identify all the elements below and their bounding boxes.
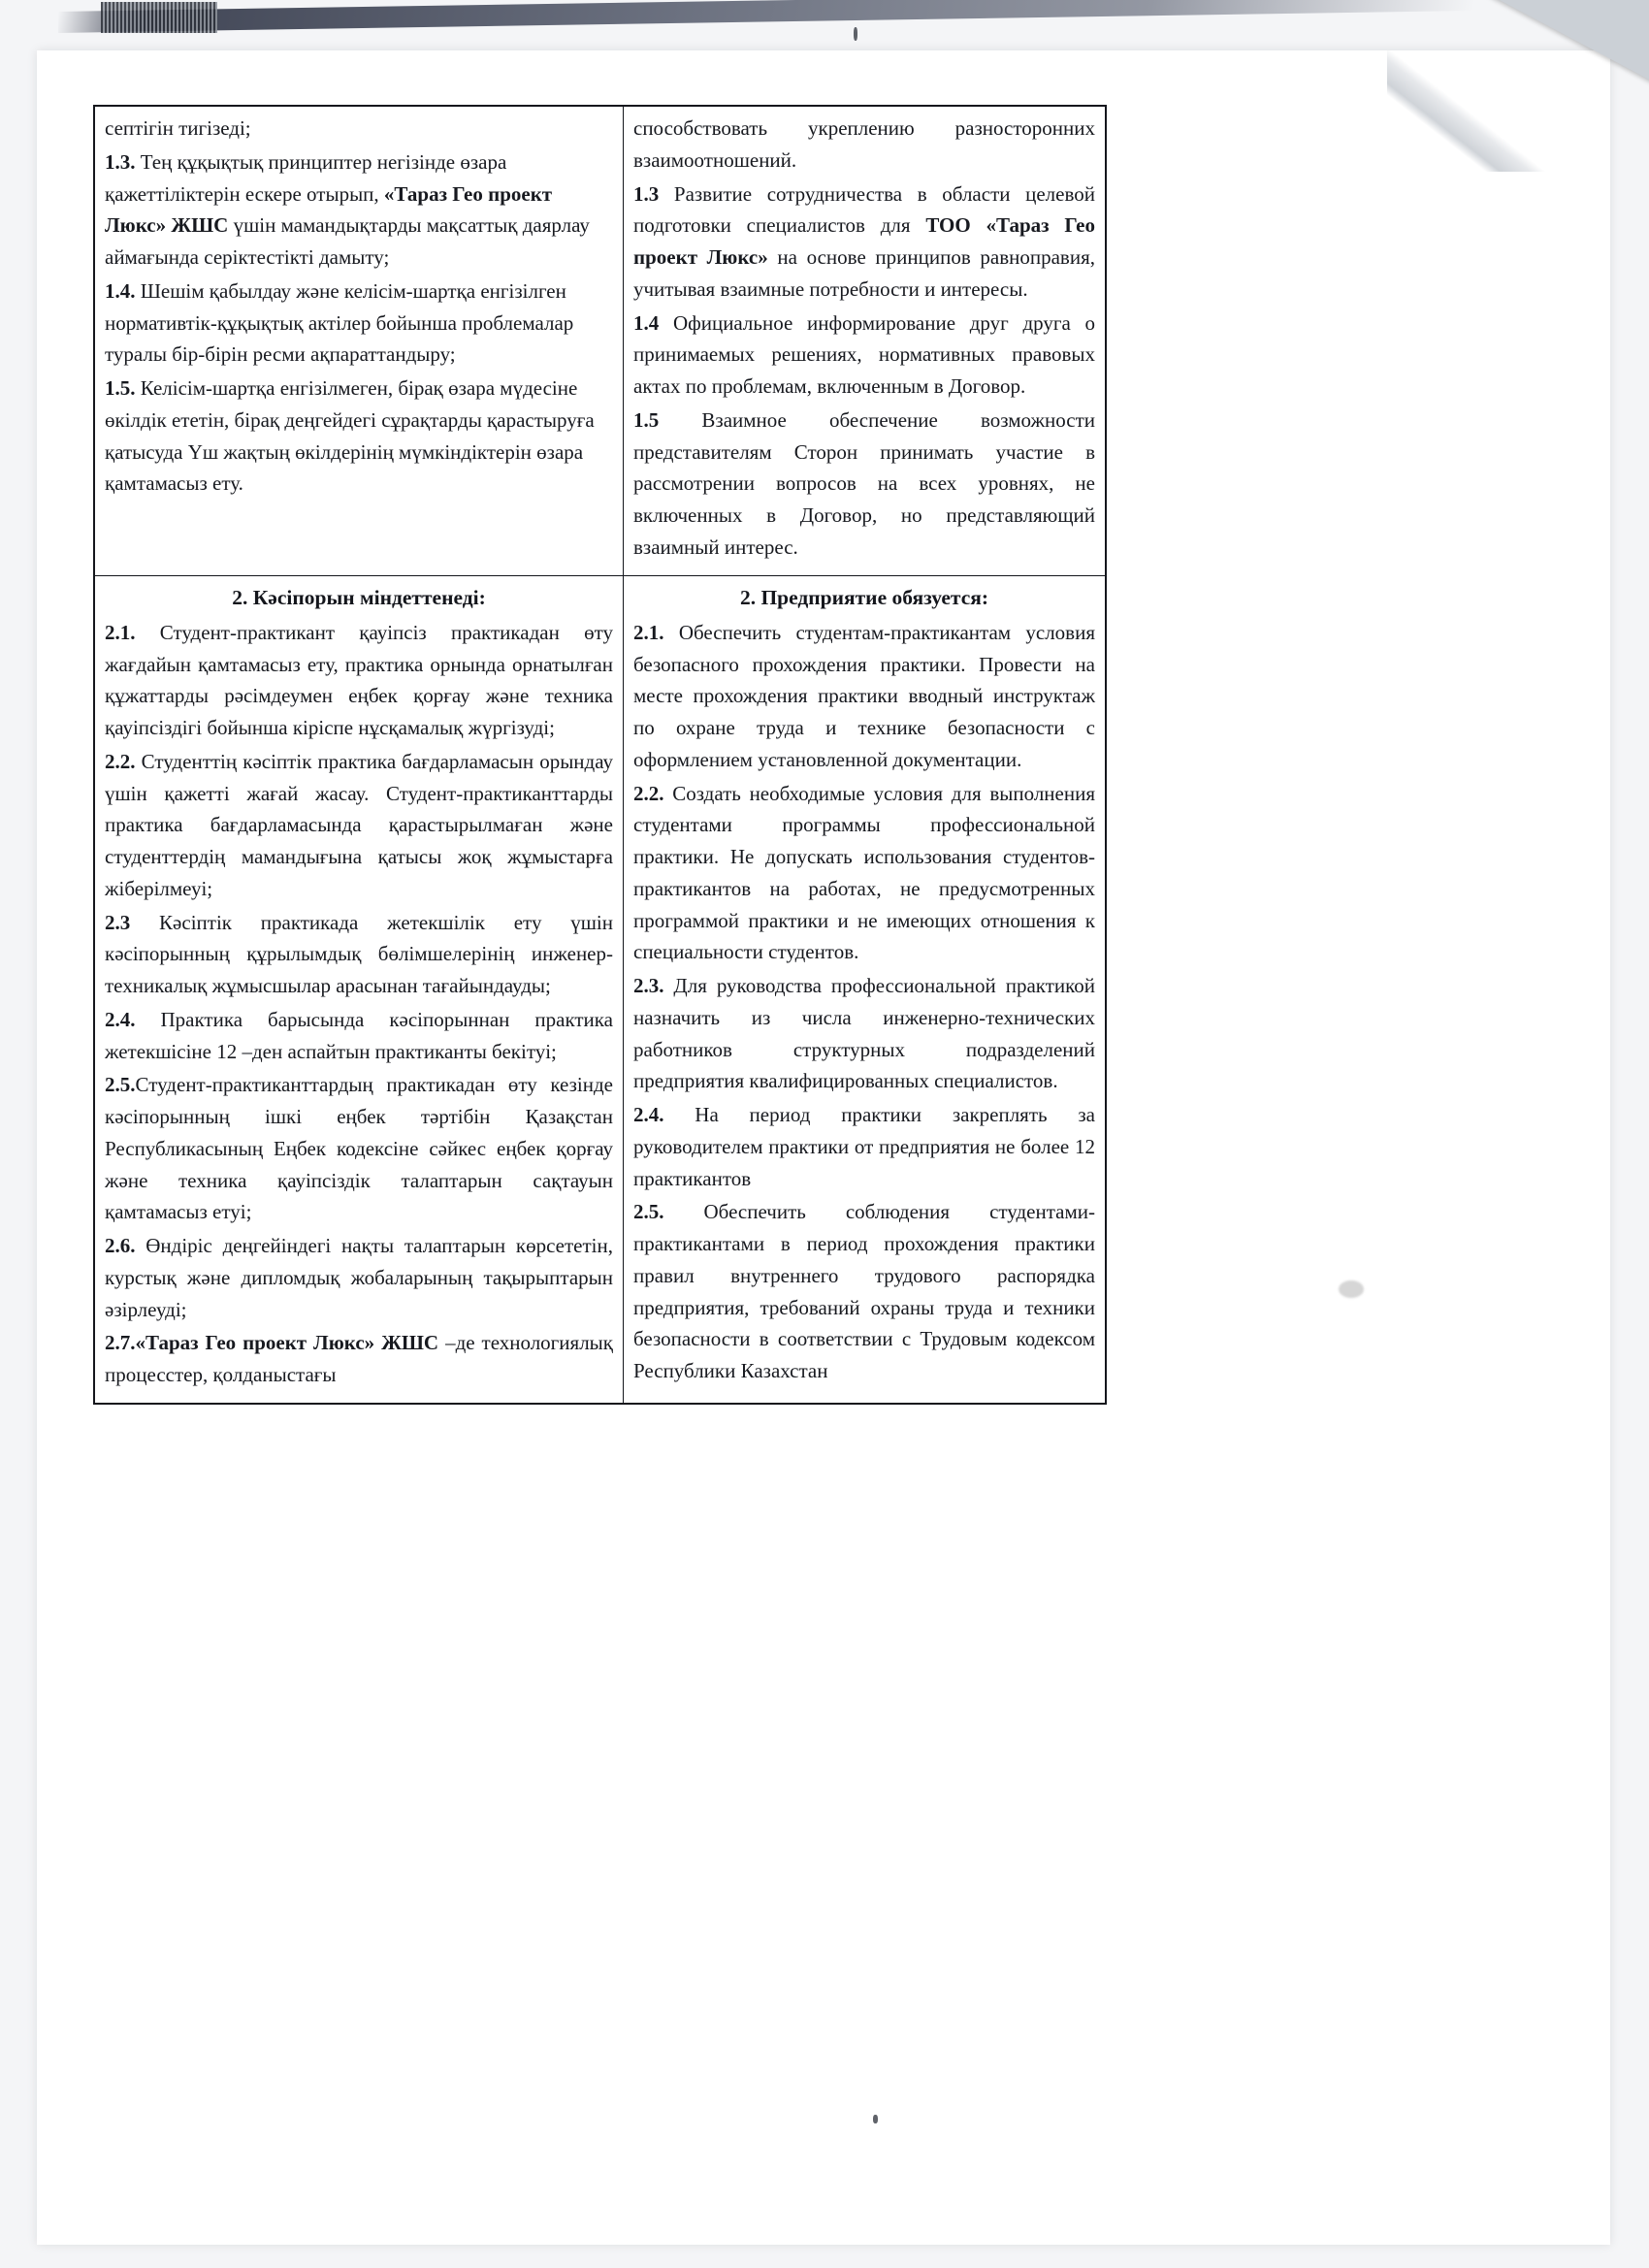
clause-body-tail: үшін мамандықтарды мақсаттық даярлау аймағында серіктестікті дамыту; [105,213,590,269]
clause-number: 1.3 [633,181,660,206]
clause-number: 2.7. [105,1331,136,1355]
clause-number: 1.5. [105,376,136,400]
clause-number: 2.1. [105,620,136,644]
cell-russian-section1 [624,106,1107,575]
cell-russian-section2 [624,575,1107,1404]
clause-body: Кәсіптік практикада жетекшілік ету үшін кәсіпорынның құрылымдық бөлімшелерінің инженер-техникалық жұмысшылар арасынан тағайындауды; [105,910,613,997]
clause-number: 2.3. [633,974,664,997]
clause-number: 2.2. [105,749,136,773]
clause-2-5-kk [105,1069,613,1228]
clause-2-7-kk [105,1327,613,1391]
clause-body: Студент-практиканттардың практикадан өту кезінде кәсіпорынның ішкі еңбек тәртібін Қазақстан Республикасының Еңбек кодексіне сәйкес еңбек қорғау және техника қауіпсіздік талаптарын сақтауын қамтамасыз етуі; [105,1073,613,1224]
clause-number: 2.2. [633,781,664,805]
clause-body: Развитие сотрудничества в области целевой подготовки специалистов для [633,181,1095,238]
clause-number: 2.4. [633,1103,664,1126]
clause-2-3-kk [105,907,613,1002]
cell-kazakh-section2 [94,575,624,1404]
clause-2-2-kk [105,746,613,905]
clause-number: 1.3. [105,149,136,174]
clause-number: 2.6. [105,1234,136,1257]
clause-body-tail: –де технологиялық процесстер, қолданыстағы [105,1331,613,1386]
clause-body: Өндіріс деңгейіндегі нақты талаптарын көрсететін, курстық және дипломдық жобаларының тақырыптарын әзірлеуді; [105,1234,613,1321]
cell-kazakh-section1 [94,106,624,575]
organization-name: ТОО «Тараз Гео проект Люкс» [633,213,1095,269]
clause-body: Создать необходимые условия для выполнения студентами программы профессиональной практики. Не допускать использования студентов-практикантов на работах, не предусмотренных программой практики и не имеющих отношения к специальности студентов. [633,781,1095,964]
clause-body: Официальное информирование друг друга о принимаемых решениях, нормативных правовых актах по проблемам, включенным в Договор. [633,310,1095,398]
clause-body: Студенттің кәсіптік практика бағдарламасын орындау үшін қажетті жағай жасау. Студент-практиканттарды практика бағдарламасында қарастырылмаған және студенттердің мамандығына қатысы жоқ жұмыстарға жіберілмеуі; [105,749,613,900]
clause-body: Шешім қабылдау және келісім-шартқа енгізілген нормативтік-құқықтық актілер бойынша проблемалар туралы бір-бірін ресми ақпараттандыру; [105,278,574,367]
clause-1-3-ru [633,178,1095,306]
clause-number: 1.4 [633,310,660,335]
clause-2-1-ru [633,617,1095,776]
clause-number: 2.3 [105,910,131,934]
clause-body: Тең құқықтық принциптер негізінде өзара қажеттіліктерін ескере отырып, [105,149,507,206]
page-corner-fold [1387,50,1610,172]
clause-body: Для руководства профессиональной практикой назначить из числа инженерно-технических работников структурных подразделений предприятия квалифицированных специалистов. [633,974,1095,1093]
clause-body: Студент-практикант қауіпсіз практикадан өту жағдайын қамтамасыз ету, практика орнында орнатылған құжаттарды рәсімдеумен еңбек қорғау және техника қауіпсіздігі бойынша кіріспе нұсқамалық жүргізуді; [105,620,613,739]
clause-2-4-kk [105,1004,613,1068]
clause-1-3-kk [105,146,613,274]
clause-2-5-ru [633,1196,1095,1387]
clause-text: септігін тигізеді; [105,116,251,140]
clause-2-3-ru [633,970,1095,1097]
table-row [94,575,1106,1404]
clause-2-4-ru [633,1099,1095,1194]
section-heading-kazakh: 2. Кәсіпорын міндеттенеді: [232,585,486,609]
contract-table [93,105,1107,1405]
clause-1-5-kk [105,373,613,500]
clause-number: 2.5. [105,1073,136,1097]
clause-body: Практика барысында кәсіпорыннан практика жетекшісіне 12 –ден аспайтын практиканты бекітуі; [105,1007,613,1063]
clause-number: 1.5 [633,407,660,432]
clause-body: Взаимное обеспечение возможности представителям Сторон принимать участие в рассмотрении вопросов на всех уровнях, не включенных в Договор, но представляющий взаимный интерес. [633,407,1095,559]
clause-body: На период практики закреплять за руководителем практики от предприятия не более 12 практикантов [633,1103,1095,1190]
clause-number: 2.5. [633,1200,664,1224]
clause-number: 2.1. [633,620,664,644]
clause-1-4-ru [633,308,1095,403]
clause-2-2-ru [633,778,1095,969]
section-heading-russian: 2. Предприятие обязуется: [739,585,989,609]
clause-body-tail: на основе принципов равноправия, учитывая взаимные потребности и интересы. [633,245,1095,301]
clause-1-4-kk [105,275,613,371]
clause-body: Келісім-шартқа енгізілмеген, бірақ өзара мүдесіне өкілдік ететін, бірақ деңгейдегі сұрақтарды қарастыруға қатысуда Үш жақтың өкілдерінің мүмкіндіктерін өзара қамтамасыз ету. [105,376,595,496]
table-row [94,106,1106,575]
clause-text: способствовать укреплению разносторонних взаимоотношений. [633,116,1095,172]
clause-number: 2.4. [105,1007,136,1031]
clause-body: Обеспечить студентам-практикантам условия безопасного прохождения практики. Провести на месте прохождения практики вводный инструктаж по охране труда и технике безопасности с оформлением установленной документации. [633,620,1095,771]
clause-1-5-ru [633,405,1095,564]
clause-body: Обеспечить соблюдения студентами-практикантами в период прохождения практики правил внутреннего трудового распорядка предприятия, требований охраны труда и техники безопасности в соответствии с Трудовым кодексом Республики Казахстан [633,1200,1095,1382]
organization-name: «Тараз Гео проект Люкс» ЖШС [135,1331,439,1355]
organization-name: «Тараз Гео проект Люкс» ЖШС [105,181,553,238]
clause-2-6-kk [105,1230,613,1325]
clause-2-1-kk [105,617,613,744]
clause-number: 1.4. [105,278,136,303]
